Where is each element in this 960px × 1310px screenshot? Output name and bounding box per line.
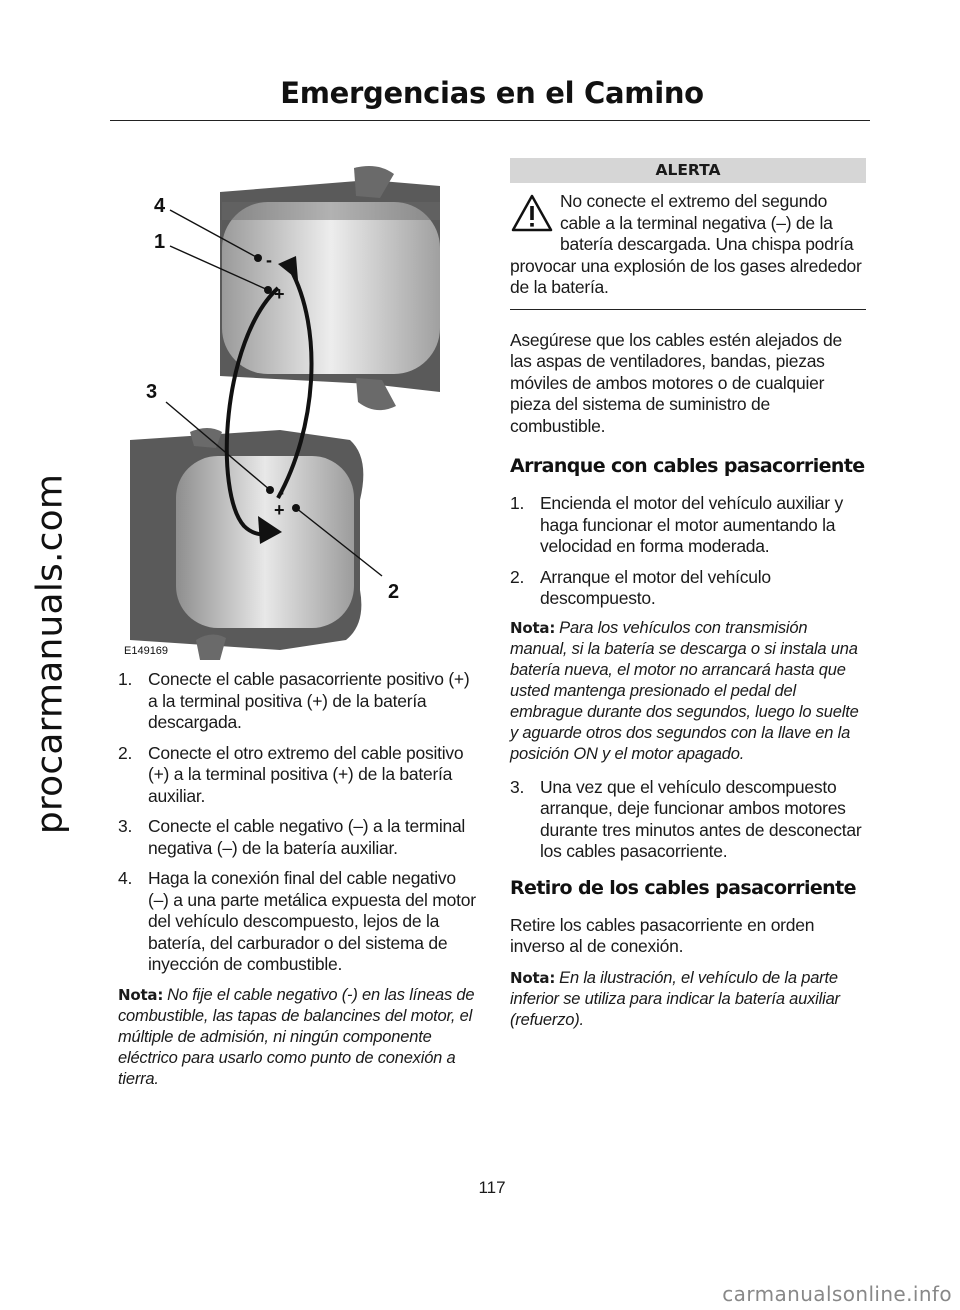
step-number: 1. xyxy=(118,669,133,689)
figure-code: E149169 xyxy=(124,645,169,657)
list-item xyxy=(510,493,866,558)
note-text: En la ilustración, el vehículo de la parte inferior se utiliza para indicar la batería auxiliar (refuerzo). xyxy=(510,968,840,1029)
list-item xyxy=(510,777,866,863)
list-item xyxy=(118,868,478,976)
callout-1: 1 xyxy=(154,231,166,253)
jump-start-steps-continued xyxy=(510,777,866,863)
alert-box xyxy=(510,191,866,299)
note-text: Para los vehículos con transmisión manual, si la batería se descarga o si instala una batería nueva, el motor no arrancará hasta que usted mantenga presionado el pedal del embrague durante dos segundos, luego lo suelte y aguarde otros dos segundos con la llave en la posición ON y el motor apagado. xyxy=(510,618,859,763)
page-number: 117 xyxy=(478,1178,506,1197)
note-label: Nota: xyxy=(510,618,556,637)
pos-terminal-mark-bottom: + xyxy=(274,500,285,520)
removal-paragraph: Retire los cables pasacorriente en orden inverso al de conexión. xyxy=(510,914,815,956)
step-number: 1. xyxy=(510,493,525,513)
disabled-vehicle xyxy=(220,166,440,410)
callout-3: 3 xyxy=(146,381,158,403)
step-text: Arranque el motor del vehículo descompuesto. xyxy=(540,566,771,608)
step-text: Haga la conexión final del cable negativo (–) a una parte metálica expuesta del motor del vehículo descompuesto, lejos de la batería, del carburador o del sistema de inyección de combustible. xyxy=(148,868,476,974)
step-number: 2. xyxy=(118,742,133,763)
connection-steps xyxy=(118,669,478,976)
step-text: Conecte el cable negativo (–) a la terminal negativa (–) de la batería auxiliar. xyxy=(148,816,466,858)
neg-terminal-mark-top: - xyxy=(266,250,272,270)
pos-terminal-mark-top: + xyxy=(274,284,285,304)
step-number: 3. xyxy=(118,816,133,836)
step-number: 4. xyxy=(118,868,133,888)
note-label: Nota: xyxy=(118,985,164,1004)
neg-terminal-mark-bottom: - xyxy=(278,482,284,502)
jump-start-illustration xyxy=(110,140,480,660)
callout-2: 2 xyxy=(388,581,400,603)
note-label: Nota: xyxy=(510,968,556,987)
step-text: Una vez que el vehículo descompuesto arranque, deje funcionar ambos motores durante tres minutos antes de desconectar los cables pasacorriente. xyxy=(540,776,862,861)
title-divider xyxy=(110,120,870,121)
section-heading-removal: Retiro de los cables pasacorriente xyxy=(510,876,856,899)
manual-transmission-note xyxy=(510,618,866,765)
left-column xyxy=(118,669,478,1090)
alert-divider xyxy=(510,309,866,310)
step-number: 3. xyxy=(510,776,525,797)
step-text: Encienda el motor del vehículo auxiliar y haga funcionar el motor aumentando la velocidad en forma moderada. xyxy=(540,493,843,556)
step-text: Conecte el otro extremo del cable positivo (+) a la terminal positiva (+) de la batería auxiliar. xyxy=(148,742,464,806)
alert-heading: ALERTA xyxy=(510,158,866,183)
step-text: Conecte el cable pasacorriente positivo (+) a la terminal positiva (+) de la batería descargada. xyxy=(148,669,470,732)
illustration-note xyxy=(510,968,866,1031)
list-item xyxy=(118,816,478,859)
warning-triangle-icon xyxy=(510,191,554,235)
ground-note xyxy=(118,985,478,1090)
list-item xyxy=(118,743,478,808)
alert-text: No conecte el extremo del segundo cable a la terminal negativa (–) de la batería descargada. Una chispa podría provocar una explosión de los gases alrededor de la batería. xyxy=(510,191,862,297)
assist-vehicle xyxy=(130,428,363,660)
jump-start-diagram xyxy=(110,140,480,660)
page-title: Emergencias en el Camino xyxy=(280,76,704,110)
list-item xyxy=(118,669,478,734)
right-column xyxy=(510,158,866,1031)
section-heading-jump-start: Arranque con cables pasacorriente xyxy=(510,455,865,477)
note-text: No fije el cable negativo (-) en las líneas de combustible, las tapas de balancines del motor, el múltiple de admisión, ni ningún componente eléctrico para usarlo como punto de conexión a tierra. xyxy=(118,985,475,1088)
footer-watermark: carmanualsonline.info xyxy=(722,1282,952,1306)
list-item xyxy=(510,567,866,610)
callout-4: 4 xyxy=(154,195,166,217)
jump-start-steps xyxy=(510,493,866,610)
side-watermark: procarmanuals.com xyxy=(29,473,71,835)
intro-paragraph: Asegúrese que los cables estén alejados de las aspas de ventiladores, bandas, piezas móviles de ambos motores o de cualquier pieza del sistema de suministro de combustible. xyxy=(510,329,842,436)
step-number: 2. xyxy=(510,566,525,587)
